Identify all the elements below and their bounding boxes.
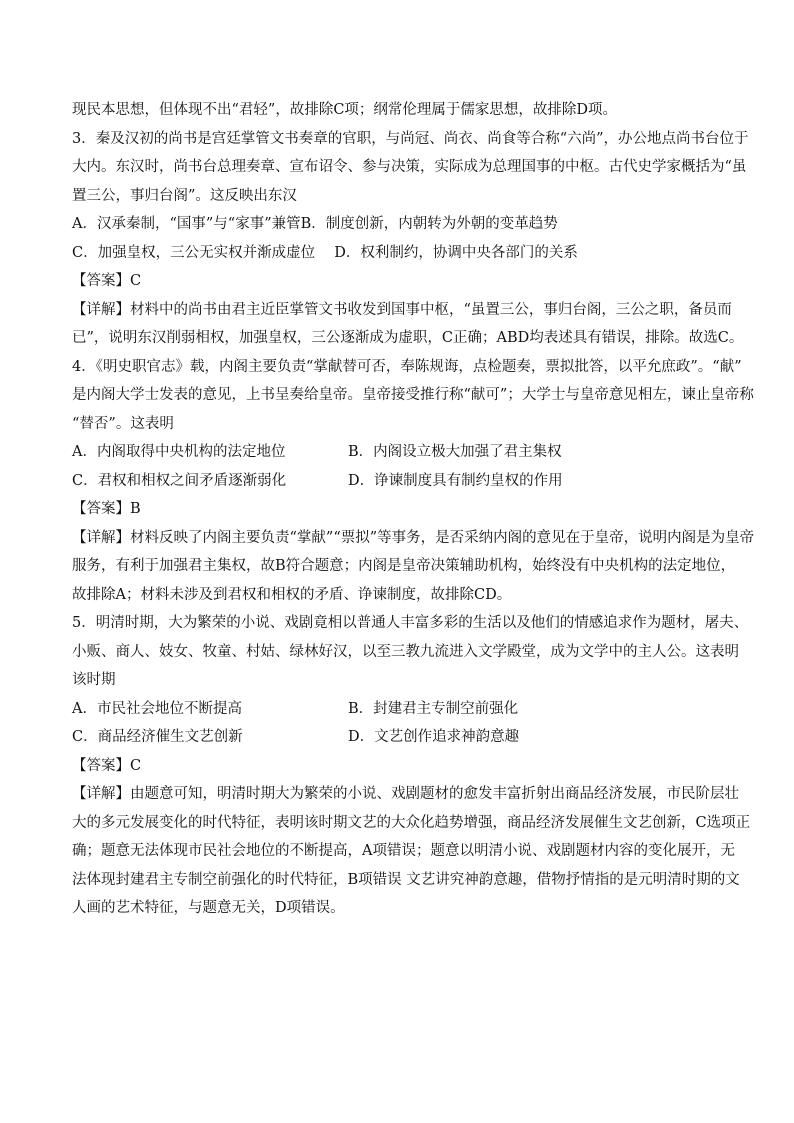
q5-explain-line-1: 【详解】由题意可知，明清时期大为繁荣的小说、戏剧题材的愈发丰富折射出商品经济发展，市民阶层壮 (72, 786, 739, 802)
q4-stem-line-2: 是内阁大学士发表的意见，上书呈奏给皇帝。皇帝接受推行称“献可”；大学士与皇帝意见相左，谏止皇帝称 (72, 387, 754, 403)
q4-stem-line-1: 4．《明史职官志》载，内阁主要负责“掌献替可否，奉陈规诲，点检题奏，票拟批答，以平允庶政”。“献” (72, 358, 742, 375)
q3-options-line-2: C．加强皇权，三公无实权并渐成虚位 D．权利制约，协调中央各部门的关系 (72, 244, 578, 261)
q4-explain-line-3: 故排除A；材料未涉及到君权和相权的矛盾、诤谏制度，故排除CD。 (72, 586, 512, 603)
question-5 (72, 609, 751, 923)
q3-answer: 【答案】C (72, 273, 142, 289)
q5-stem-line-3: 该时期 (72, 672, 116, 688)
q3-stem-line-3: 置三公，事归台阁”。这反映出东汉 (72, 187, 297, 204)
q5-explain-line-5: 人画的艺术特征，与题意无关，D项错误。 (72, 900, 345, 916)
q5-option-c: C．商品经济催生文艺创新 (72, 729, 243, 745)
q4-option-b: B．内阁设立极大加强了君主集权 (348, 444, 562, 460)
q5-option-b: B．封建君主专制空前强化 (348, 700, 519, 717)
q4-answer: 【答案】B (72, 501, 141, 517)
q4-explain-line-2: 服务，有利于加强君主集权，故B符合题意；内阁是皇帝决策辅助机构，始终没有中央机构的法定地位， (72, 558, 736, 574)
q5-option-a: A．市民社会地位不断提高 (72, 700, 242, 717)
q5-option-d: D．文艺创作追求神韵意趣 (348, 729, 520, 745)
q5-answer: 【答案】C (72, 757, 142, 774)
q5-stem-line-2: 小贩、商人、妓女、牧童、村姑、绿林好汉，以至三教九流进入文学殿堂，成为文学中的主人公。这表明 (72, 643, 739, 660)
q4-option-a: A．内阁取得中央机构的法定地位 (72, 444, 286, 460)
question-3 (72, 125, 749, 353)
q4-options-row-2 (72, 467, 724, 496)
q4-option-d: D．诤谏制度具有制约皇权的作用 (348, 472, 563, 489)
document-page (72, 96, 755, 923)
q4-stem-line-3: “替否”。这表明 (72, 415, 174, 432)
q3-explain-line-1: 【详解】材料中的尚书由君主近臣掌管文书收发到国事中枢，“虽置三公，事归台阁，三公之职，备员而 (72, 301, 732, 318)
q5-options-row-1 (72, 695, 724, 724)
q4-explain-line-1: 【详解】材料反映了内阁主要负责“掌献”“票拟”等事务，是否采纳内阁的意见在于皇帝，说明内阁是为皇帝 (72, 529, 755, 546)
q3-options-line-1: A．汉承秦制，“国事”与“家事”兼管B．制度创新，内朝转为外朝的变革趋势 (72, 216, 558, 232)
q3-stem-line-2: 大内。东汉时，尚书台总理奏章、宣布诏令、参与决策，实际成为总理国事的中枢。古代史学家概括为“虽 (72, 159, 747, 175)
question-4 (72, 353, 755, 610)
q5-explain-line-2: 大的多元发展变化的时代特征，表明该时期文艺的大众化趋势增强，商品经济发展催生文艺创新，C选项正 (72, 814, 751, 831)
q3-explain-line-2: 已”，说明东汉削弱相权，加强皇权，三公逐渐成为虚职，C正确；ABD均表述具有错误，排除。故选C。 (72, 330, 744, 346)
q3-stem-line-1: 3．秦及汉初的尚书是宫廷掌管文书奏章的官职，与尚冠、尚衣、尚食等合称“六尚”，办公地点尚书台位于 (72, 130, 749, 147)
q4-option-c: C．君权和相权之间矛盾逐渐弱化 (72, 472, 287, 489)
q5-options-row-2 (72, 723, 724, 752)
q4-options-row-1 (72, 438, 724, 467)
q5-explain-line-4: 法体现封建君主专制空前强化的时代特征，B项错误 文艺讲究神韵意趣，借物抒情指的是元明清时期的文 (72, 871, 740, 888)
q5-stem-line-1: 5．明清时期，大为繁荣的小说、戏剧竟相以普通人丰富多彩的生活以及他们的情感追求作为题材，屠夫、 (72, 615, 749, 631)
q5-explain-line-3: 确；题意无法体现市民社会地位的不断提高，A项错误；题意以明清小说、戏剧题材内容的变化展开，无 (72, 843, 735, 859)
intro-line: 现民本思想，但体现不出“君轻”，故排除C项；纲常伦理属于儒家思想，故排除D项。 (72, 102, 618, 118)
